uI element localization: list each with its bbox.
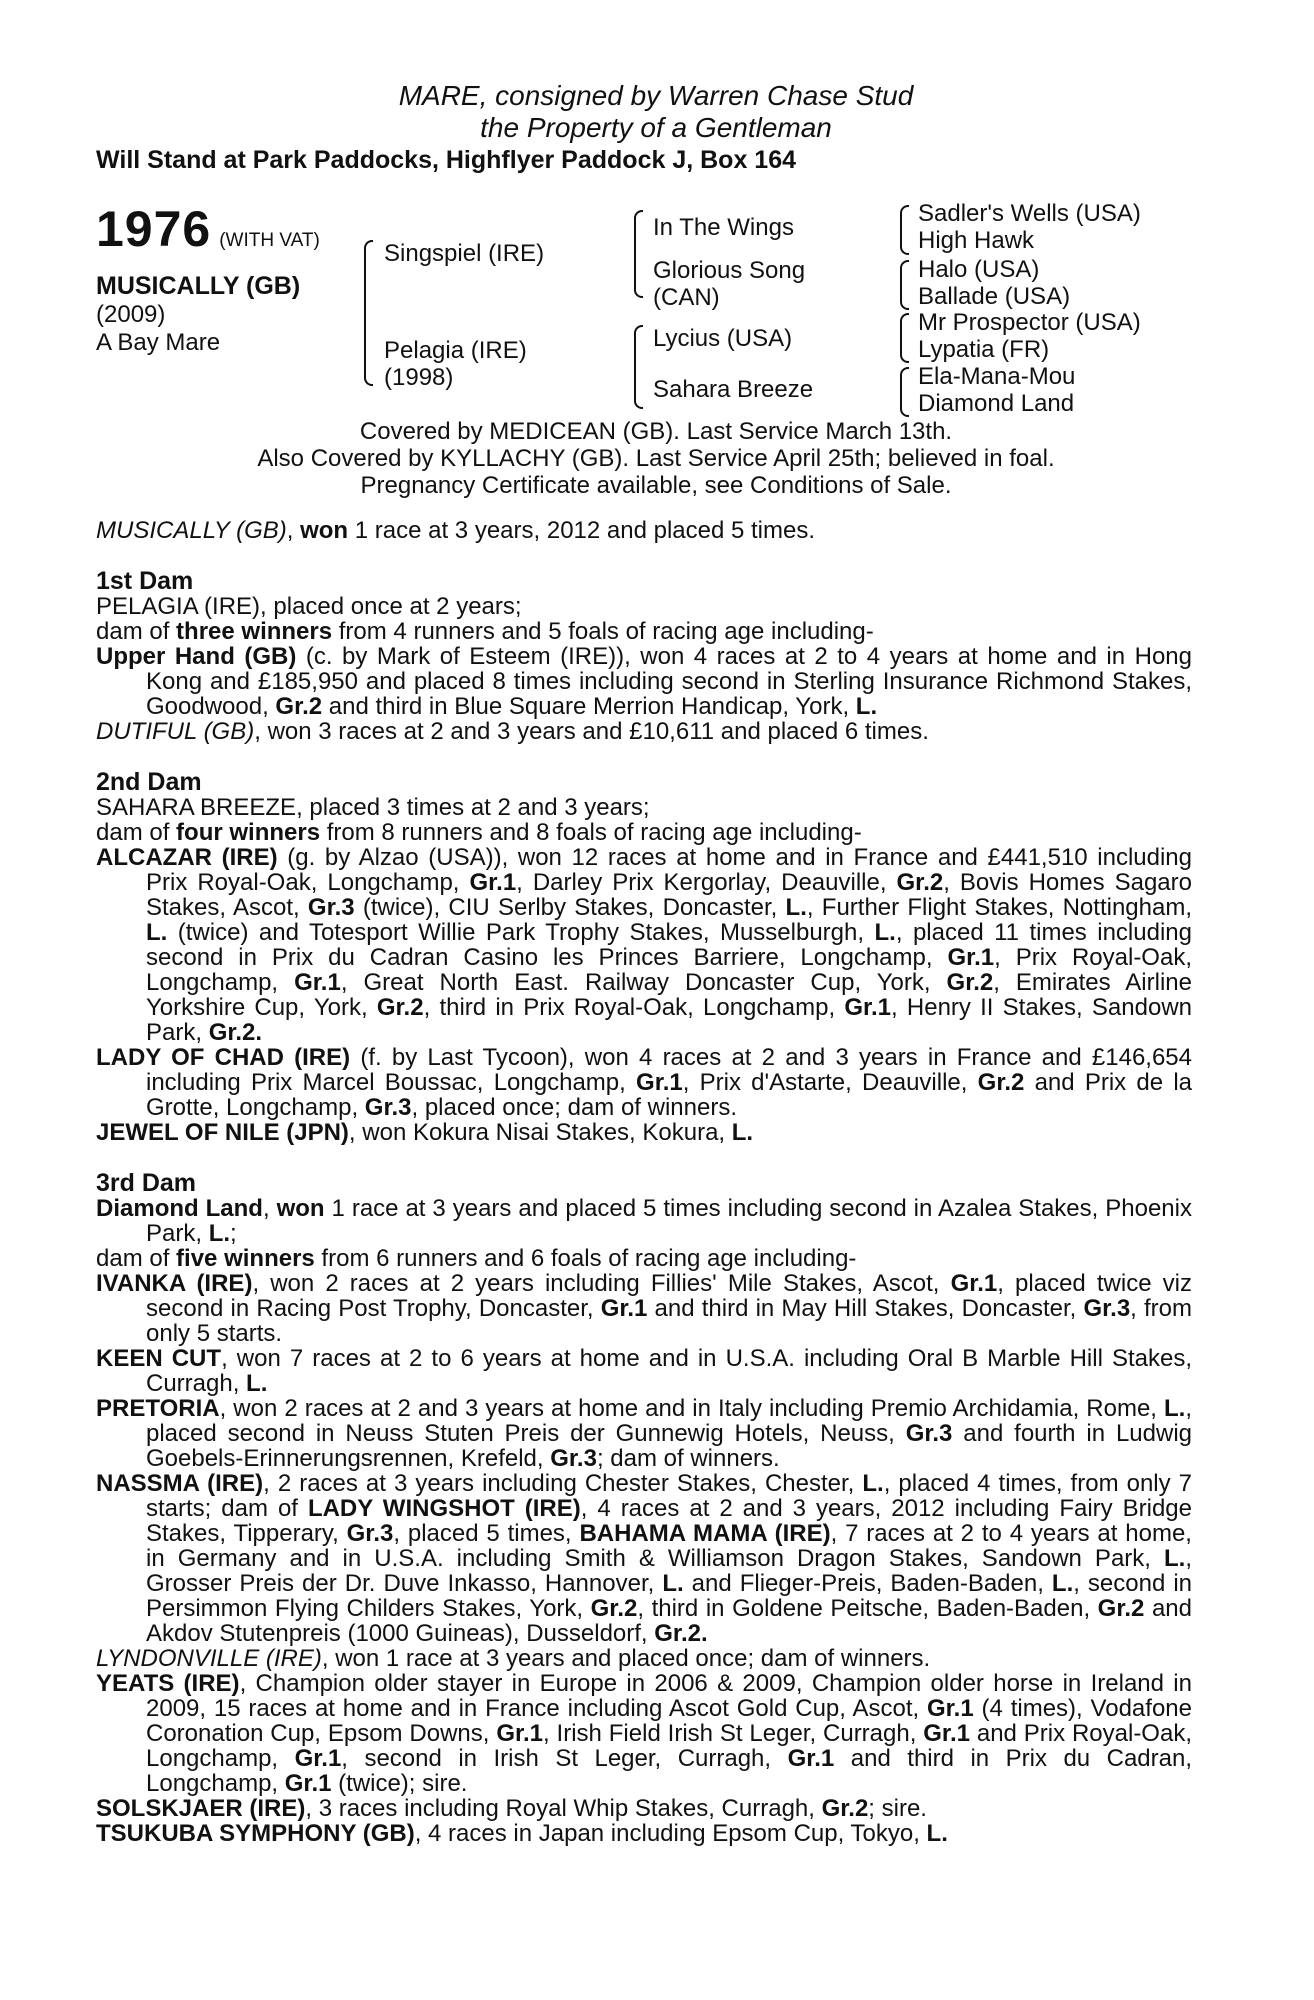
pedigree-brace — [634, 210, 643, 298]
progeny-entry: LADY OF CHAD (IRE) (f. by Last Tycoon), won 4 races at 2 and 3 years in France and £146,654 including Prix Marcel Boussac, Longchamp, Gr.1, Prix d'Astarte, Deauville, Gr.2 and Prix de la Grotte, Longchamp, Gr.3, placed once; dam of winners. — [96, 1044, 1193, 1121]
owner-line: the Property of a Gentleman — [480, 112, 832, 143]
lot-info — [96, 200, 356, 357]
second-dam-section — [96, 770, 1192, 1145]
section-heading: 1st Dam — [96, 567, 194, 595]
horse-name: MUSICALLY (GB) — [96, 272, 301, 300]
first-dam-section — [96, 569, 1192, 744]
progeny-entry: NASSMA (IRE), 2 races at 3 years including Chester Stakes, Chester, L., placed 4 times, from only 7 starts; dam of LADY WINGSHOT (IRE), 4 races at 2 and 3 years, 2012 including Fairy Bridge Stakes, Tipperary, Gr.3, placed 5 times, BAHAMA MAMA (IRE), 7 races at 2 to 4 years at home, in Germany and in U.S.A. including Smith & Williamson Dragon Stakes, Sandown Park, L., Grosser Preis der Dr. Duve Inkasso, Hannover, L. and Flieger-Preis, Baden-Baden, L., second in Persimmon Flying Childers Stakes, York, Gr.2, third in Goldene Peitsche, Baden-Baden, Gr.2 and Akdov Stutenpreis (1000 Guineas), Dusseldorf, Gr.2. — [96, 1470, 1193, 1647]
pedigree-ddd: Diamond Land — [918, 390, 1075, 417]
horse-description: A Bay Mare — [96, 329, 221, 356]
progeny-entry: LYNDONVILLE (IRE), won 1 race at 3 years and placed once; dam of winners. — [96, 1645, 931, 1672]
progeny-entry: TSUKUBA SYMPHONY (GB), 4 races in Japan including Epsom Cup, Tokyo, L. — [96, 1820, 948, 1847]
progeny-entry: YEATS (IRE), Champion older stayer in Europe in 2006 & 2009, Champion older horse in Ireland in 2009, 15 races at home and in France including Ascot Gold Cup, Ascot, Gr.1 (4 times), Vodafone Coronation Cup, Epsom Downs, Gr.1, Irish Field Irish St Leger, Curragh, Gr.1 and Prix Royal-Oak, Longchamp, Gr.1, second in Irish St Leger, Curragh, Gr.1 and third in Prix du Cadran, Longchamp, Gr.1 (twice); sire. — [96, 1670, 1193, 1797]
dam-line: PELAGIA (IRE), placed once at 2 years; — [96, 593, 522, 620]
covering-line-2: Also Covered by KYLLACHY (GB). Last Service April 25th; believed in foal. — [257, 445, 1055, 472]
pedigree-dss: Mr Prospector (USA) — [918, 309, 1141, 336]
covering-line-3: Pregnancy Certificate available, see Conditions of Sale. — [360, 472, 952, 499]
pedigree-dam-sire: Lycius (USA) — [653, 325, 793, 352]
pedigree-dam-dam: Sahara Breeze — [653, 376, 814, 403]
pedigree-dsd: Lypatia (FR) — [918, 336, 1050, 363]
progeny-entry: IVANKA (IRE), won 2 races at 2 years including Fillies' Mile Stakes, Ascot, Gr.1, placed twice viz second in Racing Post Trophy, Doncaster, Gr.1 and third in May Hill Stakes, Doncaster, Gr.3, from only 5 starts. — [96, 1270, 1193, 1347]
pedigree-brace — [634, 325, 643, 409]
pedigree-brace — [900, 205, 909, 255]
dam-of-line: dam of three winners from 4 runners and 5 foals of racing age including- — [96, 618, 874, 645]
lot-header — [96, 80, 1216, 176]
location-line: Will Stand at Park Paddocks, Highflyer Paddock J, Box 164 — [96, 146, 796, 174]
covering-info — [96, 418, 1216, 499]
dam-of-line: dam of four winners from 8 runners and 8 foals of racing age including- — [96, 819, 862, 846]
pedigree-sire-dam-country: (CAN) — [653, 284, 720, 311]
progeny-entry: DUTIFUL (GB), won 3 races at 2 and 3 years and £10,611 and placed 6 times. — [96, 718, 929, 745]
consignor-line: MARE, consigned by Warren Chase Stud — [398, 80, 914, 111]
dam-of-line: dam of five winners from 6 runners and 6 foals of racing age including- — [96, 1245, 857, 1272]
pedigree-dam-year: (1998) — [384, 364, 454, 391]
race-summary: MUSICALLY (GB), won 1 race at 3 years, 2012 and placed 5 times. — [96, 517, 816, 544]
dam-line: Diamond Land, won 1 race at 3 years and placed 5 times including second in Azalea Stakes, Phoenix Park, L.; — [96, 1195, 1192, 1247]
pedigree-dds: Ela-Mana-Mou — [918, 363, 1076, 390]
foaling-year: (2009) — [96, 301, 166, 328]
pedigree-brace — [900, 367, 909, 417]
vat-note: (WITH VAT) — [219, 230, 320, 251]
section-heading: 3rd Dam — [96, 1169, 197, 1197]
pedigree-brace — [364, 240, 373, 386]
pedigree-sire-dam: Glorious Song — [653, 257, 806, 284]
pedigree-sire-sire: In The Wings — [653, 214, 794, 241]
pedigree-sss: Sadler's Wells (USA) — [918, 200, 1141, 227]
pedigree-brace — [900, 260, 909, 310]
section-heading: 2nd Dam — [96, 768, 202, 796]
progeny-entry: Upper Hand (GB) (c. by Mark of Esteem (IRE)), won 4 races at 2 to 4 years at home and in Hong Kong and £185,950 and placed 8 times including second in Sterling Insurance Richmond Stakes, Goodwood, Gr.2 and third in Blue Square Merrion Handicap, York, L. — [96, 643, 1192, 720]
progeny-entry: KEEN CUT, won 7 races at 2 to 6 years at home and in U.S.A. including Oral B Marble Hill Stakes, Curragh, L. — [96, 1345, 1193, 1397]
produce-record — [96, 518, 1192, 1872]
progeny-entry: SOLSKJAER (IRE), 3 races including Royal Whip Stakes, Curragh, Gr.2; sire. — [96, 1795, 927, 1822]
pedigree-sds: Halo (USA) — [918, 256, 1040, 283]
pedigree-ssd: High Hawk — [918, 227, 1035, 254]
pedigree-dam: Pelagia (IRE) — [384, 337, 527, 364]
pedigree-brace — [900, 313, 909, 363]
progeny-entry: ALCAZAR (IRE) (g. by Alzao (USA)), won 12 races at home and in France and £441,510 including Prix Royal-Oak, Longchamp, Gr.1, Darley Prix Kergorlay, Deauville, Gr.2, Bovis Homes Sagaro Stakes, Ascot, Gr.3 (twice), CIU Serlby Stakes, Doncaster, L., Further Flight Stakes, Nottingham, L. (twice) and Totesport Willie Park Trophy Stakes, Musselburgh, L., placed 11 times including second in Prix du Cadran Casino les Princes Barriere, Longchamp, Gr.1, Prix Royal-Oak, Longchamp, Gr.1, Great North East. Railway Doncaster Cup, York, Gr.2, Emirates Airline Yorkshire Cup, York, Gr.2, third in Prix Royal-Oak, Longchamp, Gr.1, Henry II Stakes, Sandown Park, Gr.2. — [96, 844, 1193, 1046]
lot-number: 1976 — [96, 201, 212, 257]
pedigree-sdd: Ballade (USA) — [918, 283, 1071, 310]
dam-line: SAHARA BREEZE, placed 3 times at 2 and 3 years; — [96, 794, 650, 821]
progeny-entry: JEWEL OF NILE (JPN), won Kokura Nisai Stakes, Kokura, L. — [96, 1119, 754, 1146]
covering-line-1: Covered by MEDICEAN (GB). Last Service March 13th. — [359, 418, 953, 445]
pedigree-sire: Singspiel (IRE) — [384, 240, 545, 267]
progeny-entry: PRETORIA, won 2 races at 2 and 3 years at home and in Italy including Premio Archidamia, Rome, L., placed second in Neuss Stuten Preis der Gunnewig Hotels, Neuss, Gr.3 and fourth in Ludwig Goebels-Erinnerungsrennen, Krefeld, Gr.3; dam of winners. — [96, 1395, 1192, 1472]
third-dam-section — [96, 1171, 1192, 1846]
